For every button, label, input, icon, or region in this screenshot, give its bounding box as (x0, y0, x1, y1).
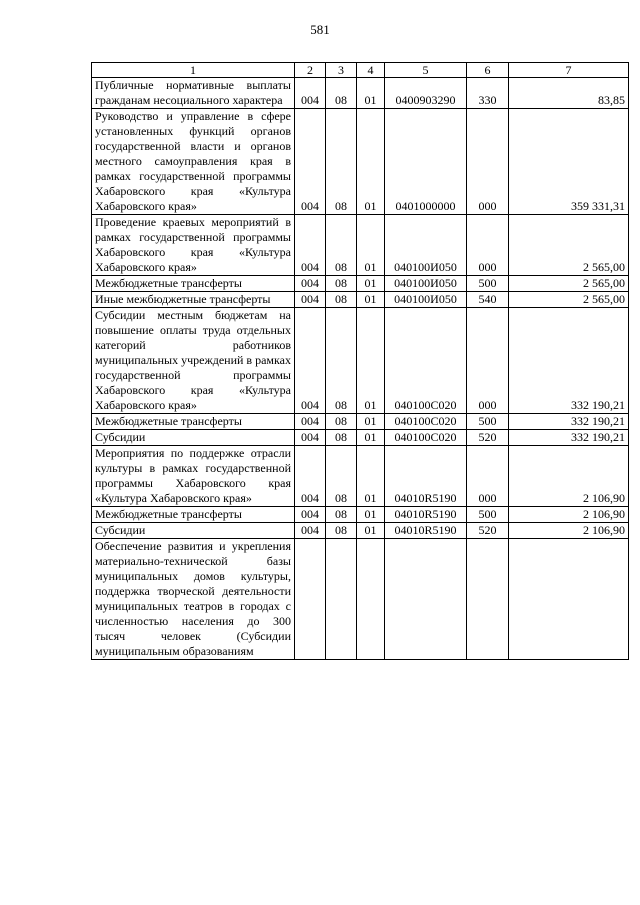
section-cell: 08 (326, 430, 357, 446)
gr-code-cell: 004 (295, 109, 326, 215)
table-row (92, 430, 629, 446)
expense-type-cell: 000 (467, 215, 509, 276)
amount-cell: 359 331,31 (509, 109, 629, 215)
subsection-cell: 01 (357, 523, 385, 539)
table-row (92, 308, 629, 414)
table-header-row (92, 63, 629, 78)
section-cell: 08 (326, 215, 357, 276)
column-header: 1 (92, 63, 295, 78)
budget-table (91, 62, 629, 660)
row-name-cell: Руководство и управление в сфере установленных функций органов государственной власти и органов местного самоуправления края в рамках государственной программы Хабаровского края «Культура Хабаровского края» (92, 109, 295, 215)
target-article-cell: 04010R5190 (385, 507, 467, 523)
subsection-cell: 01 (357, 276, 385, 292)
table-row (92, 109, 629, 215)
target-article-cell (385, 539, 467, 660)
amount-cell: 332 190,21 (509, 308, 629, 414)
section-cell: 08 (326, 308, 357, 414)
section-cell: 08 (326, 292, 357, 308)
section-cell (326, 539, 357, 660)
column-header: 2 (295, 63, 326, 78)
amount-cell (509, 539, 629, 660)
target-article-cell: 040100И050 (385, 292, 467, 308)
column-header: 7 (509, 63, 629, 78)
row-name-cell: Межбюджетные трансферты (92, 276, 295, 292)
amount-cell: 2 106,90 (509, 523, 629, 539)
row-name-cell: Публичные нормативные выплаты гражданам несоциального характера (92, 78, 295, 109)
subsection-cell: 01 (357, 414, 385, 430)
target-article-cell: 04010R5190 (385, 446, 467, 507)
expense-type-cell: 500 (467, 276, 509, 292)
gr-code-cell: 004 (295, 215, 326, 276)
gr-code-cell: 004 (295, 446, 326, 507)
target-article-cell: 0400903290 (385, 78, 467, 109)
amount-cell: 83,85 (509, 78, 629, 109)
section-cell: 08 (326, 523, 357, 539)
subsection-cell: 01 (357, 446, 385, 507)
amount-cell: 2 565,00 (509, 292, 629, 308)
gr-code-cell: 004 (295, 308, 326, 414)
target-article-cell: 040100И050 (385, 276, 467, 292)
target-article-cell: 040100С020 (385, 414, 467, 430)
expense-type-cell: 000 (467, 109, 509, 215)
row-name-cell: Мероприятия по поддержке отрасли культуры в рамках государственной программы Хабаровского края «Культура Хабаровского края» (92, 446, 295, 507)
column-header: 4 (357, 63, 385, 78)
amount-cell: 2 565,00 (509, 276, 629, 292)
table-row (92, 276, 629, 292)
amount-cell: 332 190,21 (509, 430, 629, 446)
expense-type-cell: 540 (467, 292, 509, 308)
subsection-cell (357, 539, 385, 660)
gr-code-cell: 004 (295, 276, 326, 292)
table-row (92, 215, 629, 276)
section-cell: 08 (326, 414, 357, 430)
row-name-cell: Проведение краевых мероприятий в рамках государственной программы Хабаровского края «Культура Хабаровского края» (92, 215, 295, 276)
amount-cell: 332 190,21 (509, 414, 629, 430)
row-name-cell: Иные межбюджетные трансферты (92, 292, 295, 308)
target-article-cell: 0401000000 (385, 109, 467, 215)
target-article-cell: 04010R5190 (385, 523, 467, 539)
page-number: 581 (310, 22, 330, 37)
subsection-cell: 01 (357, 308, 385, 414)
amount-cell: 2 565,00 (509, 215, 629, 276)
subsection-cell: 01 (357, 292, 385, 308)
row-name-cell: Межбюджетные трансферты (92, 414, 295, 430)
expense-type-cell: 520 (467, 430, 509, 446)
subsection-cell: 01 (357, 215, 385, 276)
table-row (92, 446, 629, 507)
column-header: 6 (467, 63, 509, 78)
expense-type-cell: 500 (467, 507, 509, 523)
amount-cell: 2 106,90 (509, 446, 629, 507)
column-header: 5 (385, 63, 467, 78)
expense-type-cell: 500 (467, 414, 509, 430)
gr-code-cell: 004 (295, 430, 326, 446)
expense-type-cell: 000 (467, 308, 509, 414)
target-article-cell: 040100И050 (385, 215, 467, 276)
row-name-cell: Межбюджетные трансферты (92, 507, 295, 523)
subsection-cell: 01 (357, 109, 385, 215)
column-header: 3 (326, 63, 357, 78)
section-cell: 08 (326, 78, 357, 109)
row-name-cell: Субсидии (92, 430, 295, 446)
section-cell: 08 (326, 276, 357, 292)
gr-code-cell: 004 (295, 523, 326, 539)
table-row (92, 539, 629, 660)
row-name-cell: Обеспечение развития и укрепления материально-технической базы муниципальных домов культуры, поддержка творческой деятельности муниципальных театров в городах с численностью населения до 300 тысяч человек (Субсидии муниципальным образованиям (92, 539, 295, 660)
row-name-cell: Субсидии (92, 523, 295, 539)
gr-code-cell: 004 (295, 292, 326, 308)
gr-code-cell: 004 (295, 414, 326, 430)
table-row (92, 292, 629, 308)
subsection-cell: 01 (357, 430, 385, 446)
table-row (92, 414, 629, 430)
section-cell: 08 (326, 109, 357, 215)
expense-type-cell: 520 (467, 523, 509, 539)
table-row (92, 523, 629, 539)
subsection-cell: 01 (357, 507, 385, 523)
gr-code-cell: 004 (295, 507, 326, 523)
amount-cell: 2 106,90 (509, 507, 629, 523)
expense-type-cell (467, 539, 509, 660)
row-name-cell: Субсидии местным бюджетам на повышение оплаты труда отдельных категорий работников муниципальных учреждений в рамках государственной программы Хабаровского края «Культура Хабаровского края» (92, 308, 295, 414)
target-article-cell: 040100С020 (385, 430, 467, 446)
subsection-cell: 01 (357, 78, 385, 109)
expense-type-cell: 330 (467, 78, 509, 109)
table-row (92, 78, 629, 109)
gr-code-cell: 004 (295, 78, 326, 109)
section-cell: 08 (326, 507, 357, 523)
section-cell: 08 (326, 446, 357, 507)
expense-type-cell: 000 (467, 446, 509, 507)
gr-code-cell (295, 539, 326, 660)
table-row (92, 507, 629, 523)
target-article-cell: 040100С020 (385, 308, 467, 414)
